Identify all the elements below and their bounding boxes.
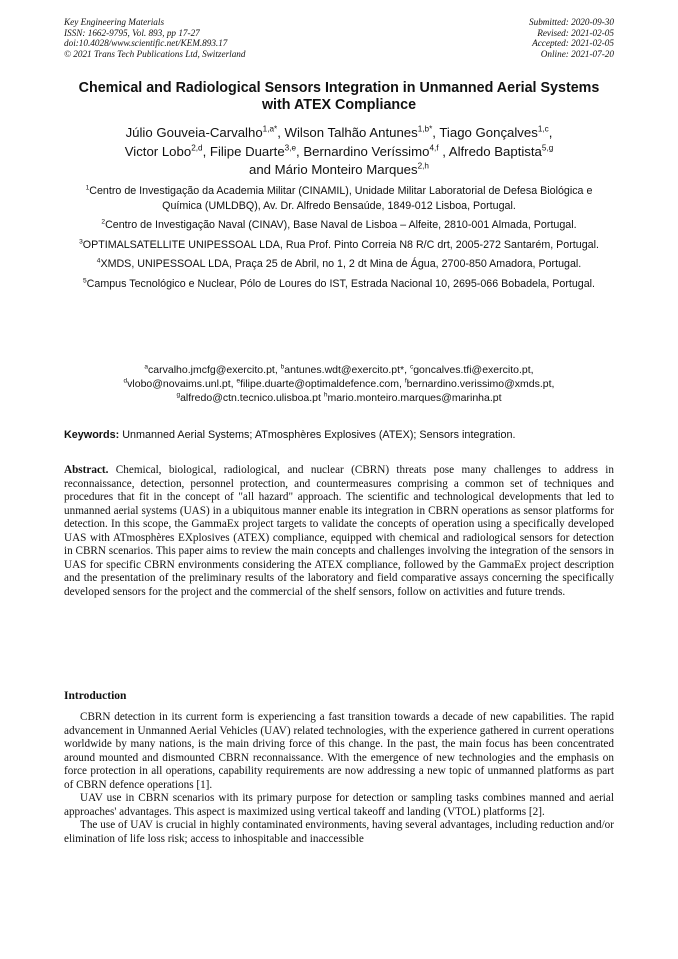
journal-name: Key Engineering Materials xyxy=(64,17,165,27)
journal-info xyxy=(64,17,245,59)
introduction-heading: Introduction xyxy=(64,690,127,702)
affiliation-item: $^4$XMDS, UNIPESSOAL LDA, Praça 25 de Abril, no 1, 2 dt Mina de Água, 2700-850 Amadora, Portugal. xyxy=(96,257,582,270)
submission-dates xyxy=(529,17,614,59)
author-affiliation-marker: 3,e xyxy=(284,143,297,153)
email-line xyxy=(64,391,614,405)
author-affiliation-marker: 1,c xyxy=(537,124,549,134)
keywords-label: Keywords: xyxy=(64,429,120,441)
introduction-body xyxy=(64,711,614,846)
affiliation-list xyxy=(72,184,606,296)
author: Filipe Duarte$^{3,e}$, xyxy=(209,143,304,159)
submitted-date: Submitted: 2020-09-30 xyxy=(529,17,614,27)
abstract-text: Chemical, biological, radiological, and nuclear (CBRN) threats pose many challenges to address in reconnaissance, detection, personnel protection, and countermeasures comprising a common set of techniques and procedures that fit in the concept of "all hazard" approach. The scientific and technological developments that led to unmanned aerial systems (UAS) in a ubiquitous manner enable its integration in CBRN operations as sensor platforms for detection. In this scope, the GammaEx project targets to validate the concepts of operation using a specifically developed UAS with ATmosphères EXplosives (ATEX) compliance, equipped with chemical and radiological sensors for detection in CBRN scenarios. This paper aims to review the main concepts and challenges involving the integration of the sensors in UAS for specific CBRN environments considering the ATEX compliance, followed by the GammaEx project description and the presentation of the preliminary results of the laboratory and field comparative assays concerning the specifically developed sensors for the project and the commercial of the shelf sensors, follow on activities and future trends. xyxy=(64,464,614,598)
email-address[interactable]: $^g$alfredo@ctn.tecnico.ulisboa.pt xyxy=(176,391,324,404)
author-affiliation-marker: 1,b* xyxy=(417,124,433,134)
author: Júlio Gouveia-Carvalho$^{1,a*}$, xyxy=(125,124,285,140)
paragraph: CBRN detection in its current form is experiencing a fast transition towards a decade of new capabilities. The rapid advancement in Unmanned Aerial Vehicles (UAV) related technologies, with the experience gathered in current operations worldwide by many nations, is the main driving force of this change. In the past, the main focus has been concentrated around mounted and dismounted CBRN reconnaissance. With the emergence of new technologies and the emphasis on force protection in all operations, capability requirements are now addressing a new topic of unmanned platforms as part of CBRN defence operations [1]. xyxy=(64,711,614,791)
journal-issn: ISSN: 1662-9795, Vol. 893, pp 17-27 xyxy=(64,27,200,38)
email-address[interactable]: $^b$antunes.wdt@exercito.pt*, xyxy=(280,363,410,376)
author: Tiago Gonçalves$^{1,c}$, xyxy=(439,124,553,140)
affiliation-item: $^3$OPTIMALSATELLITE UNIPESSOAL LDA, Rua Prof. Pinto Correia N8 R/C drt, 2005-272 Santarém, Portugal. xyxy=(79,237,599,251)
revised-date: Revised: 2021-02-05 xyxy=(537,27,614,38)
author-affiliation-marker: 1,a* xyxy=(262,124,278,134)
author: Victor Lobo$^{2,d}$, xyxy=(124,143,210,159)
email-address[interactable]: $^h$mario.monteiro.marques@marinha.pt xyxy=(323,391,502,404)
abstract-section xyxy=(64,464,614,599)
email-line xyxy=(64,363,614,377)
journal-copyright: © 2021 Trans Tech Publications Ltd, Switzerland xyxy=(64,48,246,59)
keywords-section xyxy=(64,428,614,442)
paper-title: Chemical and Radiological Sensors Integration in Unmanned Aerial Systems with ATEX Compliance xyxy=(78,80,600,113)
keywords-text: Unmanned Aerial Systems; ATmosphères Explosives (ATEX); Sensors integration. xyxy=(119,429,516,441)
email-address[interactable]: $^c$goncalves.tfi@exercito.pt, xyxy=(409,363,534,376)
affiliation-item: $^5$Campus Tecnológico e Nuclear, Pólo de Loures do IST, Estrada Nacional 10, 2695-066 Bobadela, Portugal. xyxy=(82,276,596,290)
paragraph: The use of UAV is crucial in highly contaminated environments, having several advantages, including reduction and/or elimination of life loss risk; access to inhospitable and inaccessible xyxy=(64,819,614,845)
email-address[interactable]: $^d$vlobo@novaims.unl.pt, xyxy=(123,377,237,390)
email-address[interactable]: $^e$filipe.duarte@optimaldefence.com, xyxy=(236,377,405,390)
author-affiliation-marker: 2,d xyxy=(191,143,203,153)
author-list xyxy=(64,124,614,180)
journal-doi[interactable]: doi:10.4028/www.scientific.net/KEM.893.17 xyxy=(64,38,228,48)
email-address[interactable]: $^a$carvalho.jmcfg@exercito.pt, xyxy=(144,363,281,376)
author-affiliation-marker: 5,g xyxy=(541,143,554,153)
email-line xyxy=(64,377,614,391)
author: Wilson Talhão Antunes$^{1,b*}$, xyxy=(284,124,440,140)
affiliation-item: $^2$Centro de Investigação Naval (CINAV), Base Naval de Lisboa – Alfeite, 2810-001 Almada, Portugal. xyxy=(101,218,577,231)
online-date: Online: 2021-07-20 xyxy=(540,48,614,59)
accepted-date: Accepted: 2021-02-05 xyxy=(532,38,614,48)
author: and Mário Monteiro Marques$^{2,h}$ xyxy=(249,161,429,177)
email-list xyxy=(64,363,614,405)
paragraph: UAV use in CBRN scenarios with its primary purpose for detection or sampling tasks combines manned and aerial approaches' advantages. This aspect is maximized using vertical takeoff and landing (VTOL) platforms [2]. xyxy=(64,792,614,818)
author: Alfredo Baptista$^{5,g}$ xyxy=(448,143,554,159)
email-address[interactable]: $^f$bernardino.verissimo@xmds.pt, xyxy=(404,377,555,390)
author-affiliation-marker: 4,f xyxy=(429,143,439,153)
author-affiliation-marker: 2,h xyxy=(417,161,429,171)
affiliation-item: $^1$Centro de Investigação da Academia Militar (CINAMIL), Unidade Militar Laboratorial de Defesa Biológica e Química (UMLDBQ), Av. Dr. Alfredo Bensaúde, 1849-012 Lisboa, Portugal. xyxy=(85,184,593,212)
abstract-label: Abstract. xyxy=(64,464,109,476)
author: Bernardino Veríssimo$^{4,f}$ , xyxy=(303,143,449,159)
